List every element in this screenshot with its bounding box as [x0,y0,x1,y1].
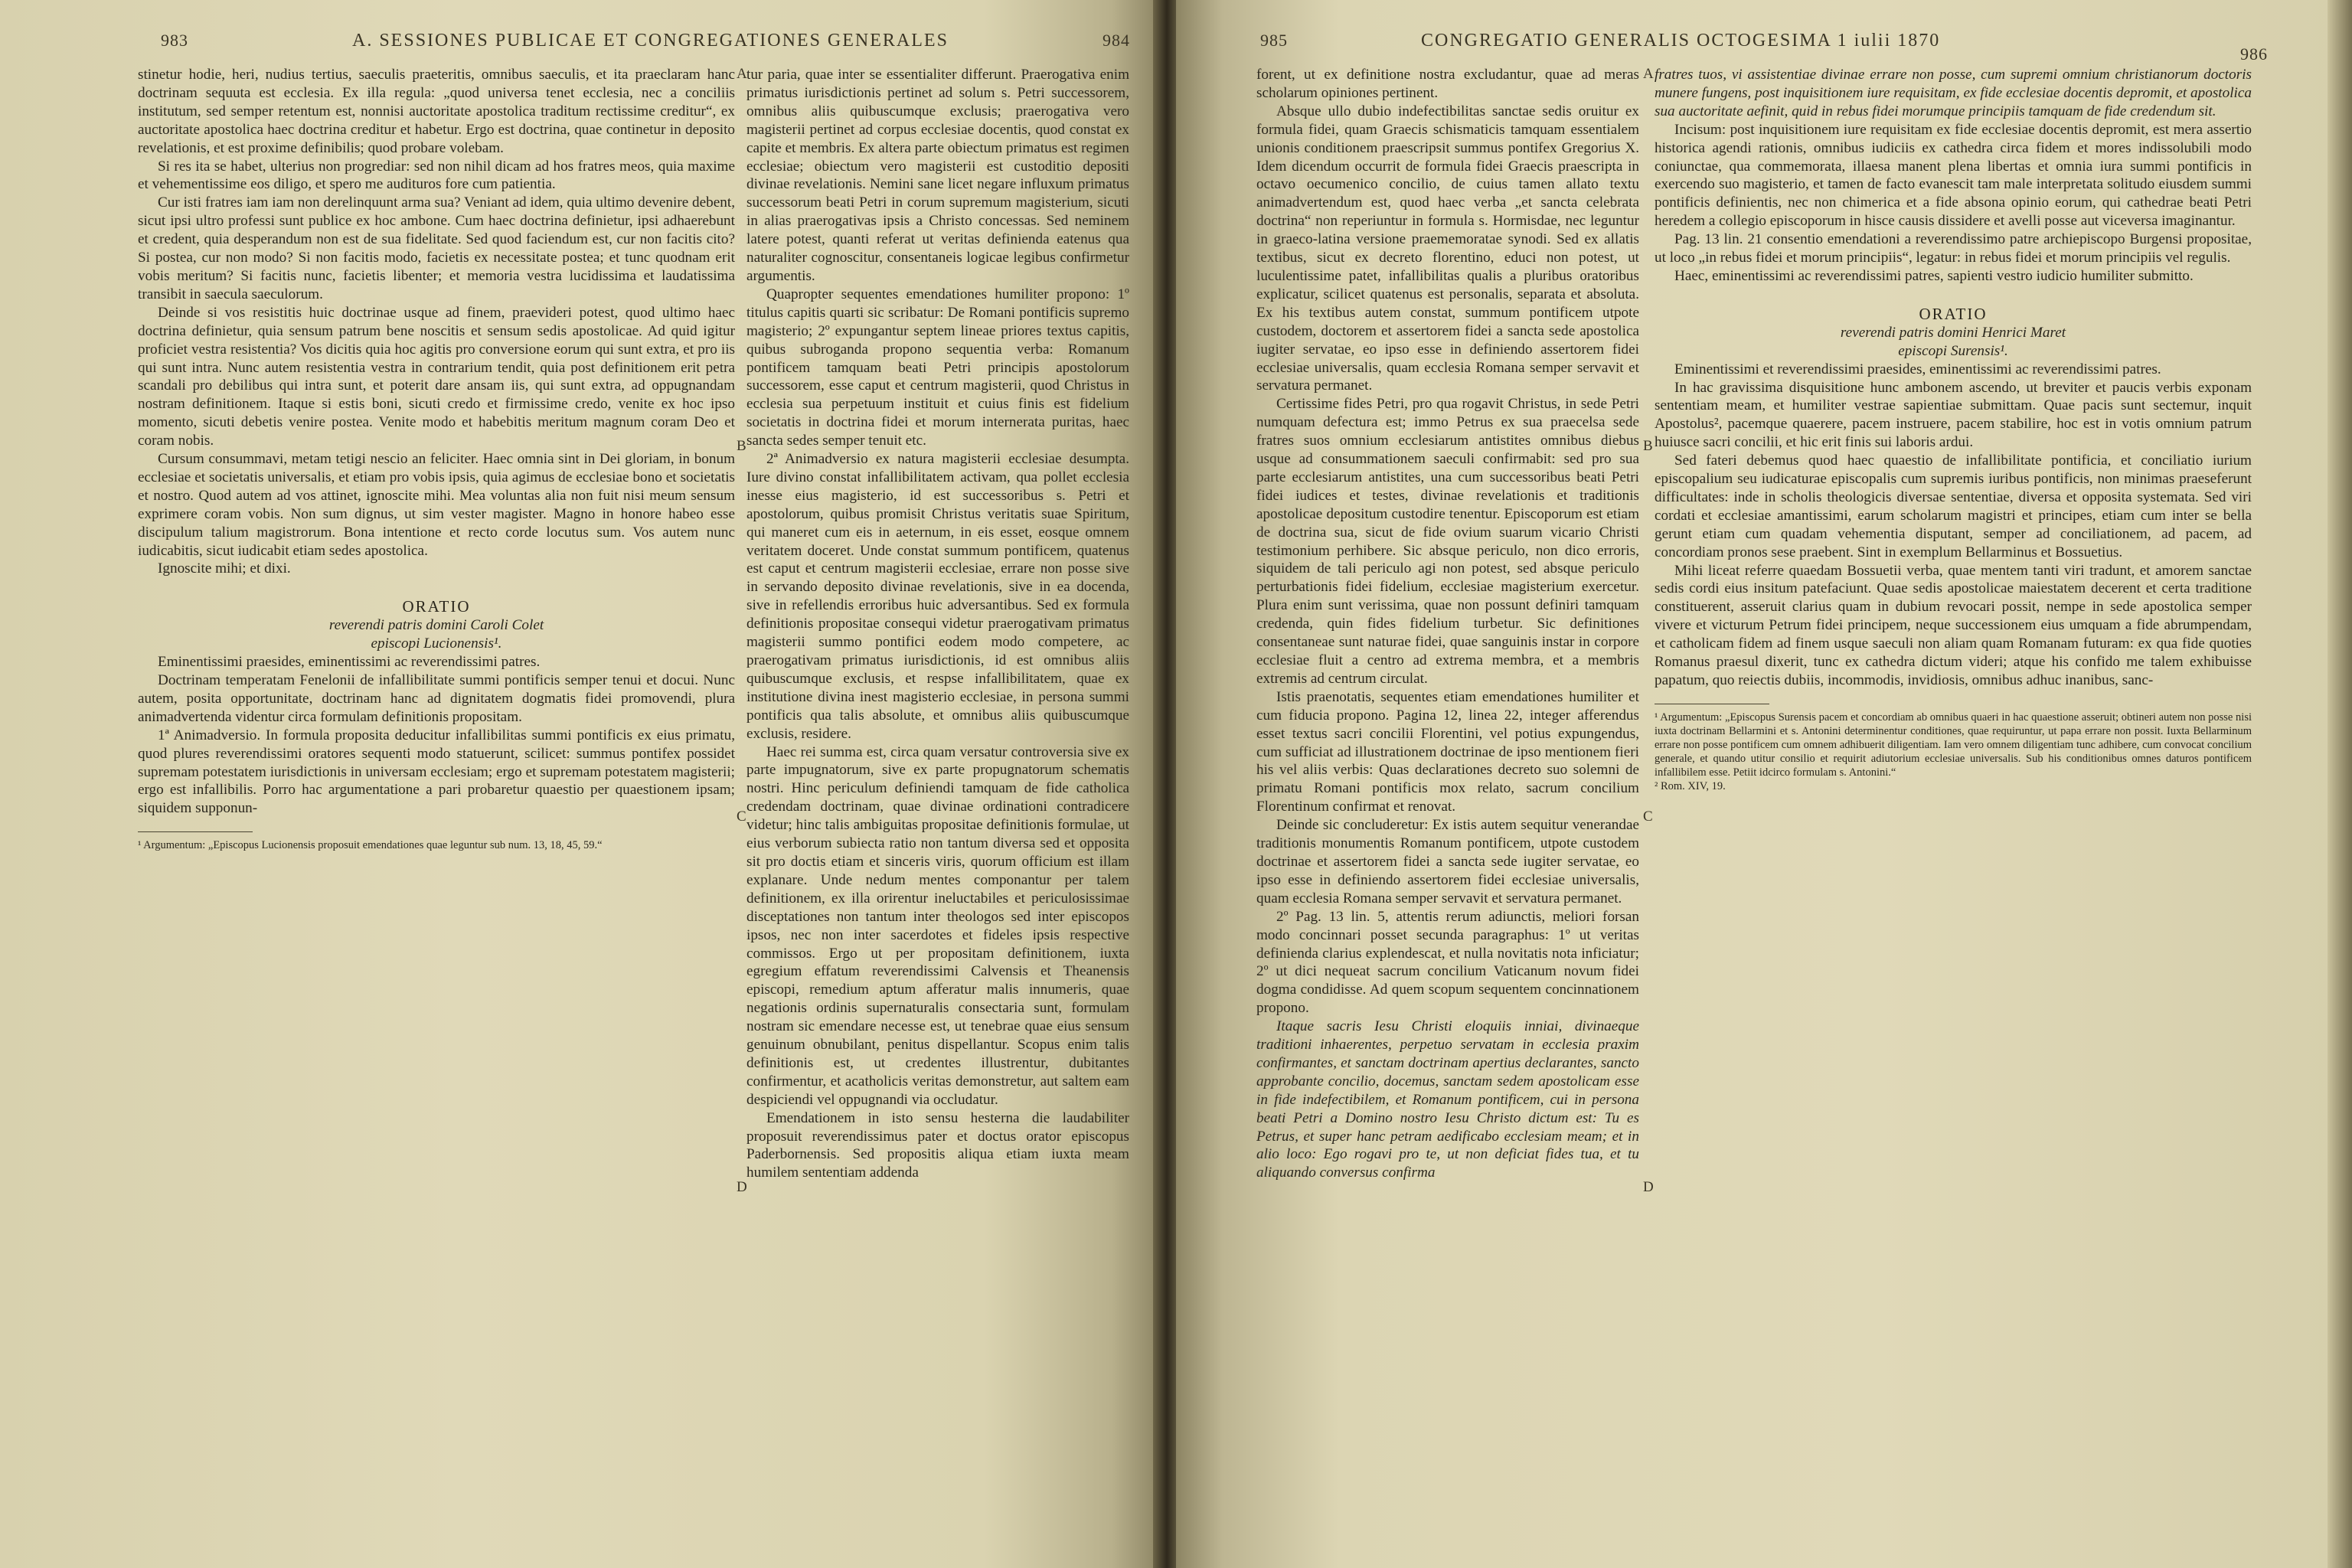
footnote: ² Rom. XIV, 19. [1655,779,1726,792]
paragraph: forent, ut ex definitione nostra excludantur, quae ad meras scholarum opiniones pertinent. [1256,67,1639,101]
section-subheading: reverendi patris domini Henrici Maret [1840,324,2066,341]
paragraph: Deinde sic concluderetur: Ex istis autem sequitur venerandae traditionis monumentis Romanum pontificem, utpote custodem doctrinae et assertorem fidei a sancta sede iugiter servatae, eo ipso esse in definiendo assertorem fidei ecclesiae universalis, quam ecclesia Romana semper servavit et servatura permanet. [1256,817,1639,906]
paragraph: Certissime fides Petri, pro qua rogavit Christus, in sede Petri numquam defectura est; immo Petrus ex sua praecelsa sede fratres suos omnium ecclesiarum antistites omnibus diebus usque ad consummationem saeculi confirmabit: sed pro sua parte ecclesiarum antistites, una cum successoribus beati Petri fidei iudices et testes, divinae revelationis et traditionis apostolicae depositum custodire tenentur. Episcoporum est etiam de doctrina sua, sicut de fide ovium suarum vicario Christi testimonium perhibere. Sic absque periculo, non dico erroris, siquidem de tali periculo agi non potest, sed absque periculo perturbationis fidei fidelium, ecclesiae magisterium exercetur. Plura enim sunt verissima, quae non possunt definiri tamquam credenda, quin fides fidelium turbetur. Sic definitiones consentaneae sunt naturae fidei, quae sanguinis instar in corpore ecclesiae fluit a centro ad extrema membra, et a membris extremis ad centrum circulat. [1256,396,1639,687]
section-heading: ORATIO [1919,304,1988,323]
footnote: ¹ Argumentum: „Episcopus Lucionensis proposuit emendationes quae leguntur sub num. 13, 18, 45, 59.“ [138,839,603,852]
text-column [1256,66,1639,1182]
text-column [1655,66,2252,793]
paragraph: Haec, eminentissimi ac reverendissimi patres, sapienti vestro iudicio humiliter submitto. [1674,267,2194,284]
running-title: A. SESSIONES PUBLICAE ET CONGREGATIONES GENERALES [352,31,949,51]
paragraph: Eminentissimi praesides, eminentissimi ac reverendissimi patres. [158,654,541,671]
section-subheading: episcopi Surensis¹. [1898,342,2008,359]
page-number: 986 [2240,44,2268,64]
margin-letter: C [737,808,746,825]
page-number: 984 [1102,31,1130,50]
paragraph: Si res ita se habet, ulterius non progrediar: sed non nihil dicam ad hos fratres meos, quia maxime et vehementissime eos diligo, et spero me audituros fore cum patientia. [138,158,735,193]
margin-letter: A [1643,66,1654,82]
margin-letter: B [1643,438,1653,454]
page-number: 985 [1260,31,1288,50]
paragraph: 1ª Animadversio. In formula proposita deducitur infallibilitas summi pontificis ex eius primatu, quod plures reverendissimi oratores sequenti modo statuerunt, scilicet: summus pontifex possidet supremam potestatem iurisdictionis in universam ecclesiam; ergo et supremam potestatem magisterii; ergo est infallibilis. Porro hac argumentatione a pari probaretur quaestio per quaestionem ipsam; siquidem supponun- [138,727,735,817]
paragraph: Emendationem in isto sensu hesterna die laudabiliter proposuit reverendissimus pater et doctus orator episcopus Paderbornensis. Sed propositis aliqua etiam iuxta meam humilem sententiam addenda [746,1109,1129,1181]
paragraph: Itaque sacris Iesu Christi eloquiis inniai, divinaeque traditioni inhaerentes, perpetuo servatam in ecclesia praxim confirmantes, et sanctam doctrinam apertius declarantes, sancto approbante concilio, docemus, sanctam sedem apostolicam esse in fide indefectibilem, et Romanum pontificem, cui in persona beati Petri a Domino nostro Iesu Christo dictum est: Tu es Petrus, et super hanc petram aedificabo ecclesiam meam; et in alio loco: Ego rogavi pro te, ut non deficiat fides tua, et tu aliquando conversus confirma [1256,1018,1639,1181]
margin-letter: D [737,1179,747,1195]
footnote: ¹ Argumentum: „Episcopus Surensis pacem et concordiam ab omnibus quaeri in hac quaestione asseruit; obtineri autem non posse nisi iuxta doctrinam Bellarmini et s. Antonini determinentur conditiones, quae requiruntur, ut papa errare non possit. Iuxta Bellarminum errare non posse pontificem cum omnem adhibuerit diligentiam. Iam vero omnem diligentiam tunc adhibere, cum convocat concilium generale, et quando utitur consilio et requirit adiutorium ecclesiae universalis. Sub his conditionibus omnes daturos pontificem infallibilem esse. Petiit idcirco formulam s. Antonini.“ [1655,710,2252,779]
paragraph: 2ª Animadversio ex natura magisterii ecclesiae desumpta. Iure divino constat infallibilitatem activam, qua pollet ecclesia inesse eius magisterio, id est successoribus s. Petri et apostolorum, quibus promisit Christus veritatis suae Spiritum, qui maneret cum eis in aeternum, in eis esset, eosque omnem veritatem doceret. Unde constat summum pontificem, quatenus est caput et centrum magisterii ecclesiae, errare non posse sive in servando deposito divinae revelationis, sive in ea docenda, sive in refellendis erroribus huic adversantibus. Sed ex formula definitionis propositae consequi videtur praerogativam primatus magisterii summo pontifici eodem modo competere, ac praerogativam primatus iurisdictionis, id est omnibus aliis quibuscumque exclusis, et respse infallibilitatem, quae ex institutione divina inest magisterio ecclesiae, in persona summi pontificis qua talis absolute, et omnibus aliis quibuscumque exclusis, residere. [746,451,1129,742]
left-page [0,0,1158,1568]
page-edge [2328,0,2352,1568]
paragraph: Incisum: post inquisitionem iure requisitam ex fide ecclesiae docentis depromit, est mera assertio historica agendi rationis, omnibus iudiciis ex cathedra circa fidem et mores indissolubili modo coniunctae, qua commemorata, illaesa manent plena libertas et omnia iura summi pontificis in exercendo suo magisterio, et tamen de facto evanescit tam male interpretata solitudo eiusdem summi pontificis definientis, nec non chimerica et a fide absona opinio eorum, qui cathedrae beati Petri heredem a collegio episcoporum in hisce causis dissidere et avelli posse aut viceversa imaginantur. [1655,121,2252,230]
paragraph: Cur isti fratres iam iam non derelinquunt arma sua? Veniant ad idem, quia ultimo devenire debent, sicut ipsi ultro professi sunt publice ex hoc ambone. Cum haec doctrina definietur, ipsi adhaerebunt et credent, quia desperandum non est de sua fidelitate. Sed quod faciendum est, cur non facitis cito? Si postea, cur non modo? Si non facitis modo, facietis ex necessitate postea; et tunc quodnam erit vobis meritum? Si facitis nunc, facietis libenter; et memoria vestra lucidissima et laudatissima transibit in saecula saeculorum. [138,194,735,302]
paragraph: Doctrinam temperatam Fenelonii de infallibilitate summi pontificis semper tenui et docui. Nunc autem, posita opportunitate, doctrinam hanc ad dignitatem dogmatis fidei promovendi, plura animadvertenda videntur circa formulam definitionis propositam. [138,672,735,725]
margin-letter: C [1643,808,1653,825]
right-page [1176,0,2340,1568]
paragraph: Absque ullo dubio indefectibilitas sanctae sedis oruitur ex formula fidei, quam Graecis schismaticis tamquam essentialem unionis conditionem praescripsit summus pontifex Gregorius X. Idem dicendum occurrit de formula fidei Graecis praescripta in octavo oecumenico concilio, de cuius tamen allato textu animadvertendum est, quod haec verba „et sancta celebrata doctrina“ non reperiuntur in formula s. Hormisdae, nec leguntur in graeco-latina versione praememoratae synodi. Sed ex allatis textibus, sicut ex decreto florentino, educi non potest, ut luculentissime patet, infallibilitas qualis a pluribus oratoribus explicatur, scilicet quatenus est personalis, separata et absoluta. Ex his textibus autem constat, summum pontificem utpote custodem, doctorem et assertorem fidei a sancta sede apostolica iugiter servatae, eo ipso esse in definiendo assertorem fidei ecclesiae universalis, quam ecclesia Romana semper servavit et servatura permanet. [1256,103,1639,394]
paragraph: Sed fateri debemus quod haec quaestio de infallibilitate pontificia, et conciliatio iurium episcopalium seu iudicaturae episcopalis cum supremis iuribus pontificis, non minimas praeseferunt difficultates: inde in scholis theologicis diversae sententiae, diversa et opposita systemata. Sed viri cordati et ecclesiae amantissimi, earum scholarum magistri et principes, etiam cum inter se bella gerunt etiam cum quadam vehementia disputant, semper ad conciliationem, ad pacem, ad concordiam pronos sese praebent. Sint in exemplum Bellarminus et Bossuetius. [1655,452,2252,560]
section-subheading: reverendi patris domini Caroli Colet [328,617,544,634]
paragraph: Mihi liceat referre quaedam Bossuetii verba, quae mentem tanti viri tradunt, et amorem sanctae sedis cordi eius insitum patefaciunt. Quae sedis apostolicae maiestatem decerent et certa traditione constituerent, asseruit clarius quam in dubium revocari possit, nempe in sede apostolica semper vivere et victurum Petrum fidei principem, neque successionem eius umquam a fide abrumpendam, et catholicam fidem ad finem usque saeculi non aliam quam Romanam futuram: ex qua fide quoties Romanus praesul dixerit, tunc ex cathedra dictum videri; atque his confido me talem exhibuisse papatum, quo reiectis dubiis, incommodis, invidiosis, omnibus adhuc inanibus, sanc- [1655,562,2252,688]
paragraph: Ignoscite mihi; et dixi. [158,560,291,577]
paragraph: Istis praenotatis, sequentes etiam emendationes humiliter et cum fiducia propono. Pagina 12, linea 22, integer afferendus esset textus sacri concilii Florentini, vel potius expungendus, cum sufficiat ad illustrationem doctrinae de ipso mentionem fieri his vel aliis verbis: Quas declarationes decreto suo solemni de primatu Romani pontificis mox relato, sacrum concilium Florentinum confirmat et renovat. [1256,688,1639,815]
paragraph: Deinde si vos resistitis huic doctrinae usque ad finem, praevideri potest, quod ultimo haec doctrina definietur, quia sensum patrum bene noscitis et sensum sedis apostolicae. Ad quid igitur proficiet vestra resistentia? Vos dicitis quia hoc agitis pro conversione eorum qui sunt extra, et pro iis qui sunt intra. Nunc autem resistentia vestra in contrarium tendit, quia post definitionem erit petra scandali pro debilibus qui intra sunt, et poterit dare ansam iis, qui sunt extra, ad oppugnandam nostram definitionem. Itaque si estis boni, sicuti credo et firmissime credo, venite ex hoc ipso momento, sicuti debetis venire postea. Venite modo et habebitis meritum magnum coram Deo et coram nobis. [138,304,735,449]
page-number: 983 [161,31,188,50]
text-column [138,66,735,852]
section-heading: ORATIO [402,597,471,616]
paragraph: Cursum consummavi, metam tetigi nescio an feliciter. Haec omnia sint in Dei gloriam, in bonum ecclesiae et societatis universalis, et etiam pro vobis ipsis, quia agimus de ecclesiae bono et societatis et nostro. Quod autem ad vos attinet, ignoscite mihi. Mea voluntas alia non fuit nisi meum sensum exprimere coram vobis. Non sum dignus, ut sim vester magister. Magno in honore habeo esse discipulum talium magistrorum. Bona intentione et recto corde locutus sum. Vos autem nunc iudicabitis, sicut iudicabit etiam sedes apostolica. [138,451,735,559]
paragraph: Pag. 13 lin. 21 consentio emendationi a reverendissimo patre archiepiscopo Burgensi propositae, ut loco „in rebus fidei et morum principiis“, legatur: in rebus fidei et morum principiis vel regulis. [1655,231,2252,266]
section-subheading: episcopi Lucionensis¹. [371,635,502,652]
footnote-rule [138,831,253,832]
paragraph: tur paria, quae inter se essentialiter differunt. Praerogativa enim primatus iurisdictionis pertinet ad solum s. Petri successorem, omnibus aliis quibuscumque exclusis; praerogativa vero magisterii pertinet ad corpus ecclesiae docentis, quod constat ex capite et membris. Ex altera parte obiectum primatus est regimen ecclesiae; obiectum vero magisterii est custoditio depositi divinae revelationis. Nemini sane licet negare influxum primatus successorum beati Petri in corum supremum magisterium, sicuti in alias praerogativas ipsis a Christo concessas. Sed neminem latere potest, quanti referat ut veritas definienda eatenus qua naturaliter cognoscitur, consentaneis logicae legibus confirmetur argumentis. [746,67,1129,284]
text-column [746,66,1129,1182]
margin-letter: B [737,438,746,454]
margin-letter: D [1643,1179,1654,1195]
paragraph: Eminentissimi et reverendissimi praesides, eminentissimi ac reverendissimi patres. [1674,361,2161,377]
margin-letter: A [737,66,747,82]
running-title: CONGREGATIO GENERALIS OCTOGESIMA 1 iulii 1870 [1421,31,1941,51]
paragraph: stinetur hodie, heri, nudius tertius, saeculis praeteritis, omnibus saeculis, et ita praeclaram hanc doctrinam sequuta est ecclesia. Ex illa regula: „quod universa tenet ecclesia, nec a conciliis institutum, sed semper retentum est, nonnisi auctoritate apostolica traditum rectissime creditur“, ex auctoritate apostolica haec doctrina creditur et habetur. Ergo est doctrina, quae continetur in deposito revelationis, et est proxime definibilis; quod probare volebam. [138,67,735,156]
paragraph: Haec rei summa est, circa quam versatur controversia sive ex parte impugnatorum, sive ex parte propugnatorum schematis nostri. Hinc periculum definiendi tamquam de fide catholica credendam doctrinam, quae divinae ordinationi contradicere videtur; hinc talis ambiguitas propositae definitionis formulae, ut eius verborum subiecta ratio non tantum diversa sed et opposita sit pro doctis etiam et sinceris viris, quorum officium est illam explanare. Unde nedum mentes componantur per talem definitionem, ex illa orirentur ineluctabiles et periculosissimae disceptationes non tantum inter theologos sed inter episcopos ipsos, nec non inter sacerdotes et fideles ipsis respective commissos. Ergo ut per propositam definitionem, iuxta egregium effatum reverendissimi Calvensis et Theanensis episcopi, remedium aptum afferatur malis innumeris, quae negationis ordinis supernaturalis consectaria sunt, formulam nostram sic emendare necesse est, ut tenebrae quae eius sensum genuinum obnubilant, penitus dispellantur. Scopus enim talis definitionis est, ut credentes illustrentur, dubitantes confirmentur, et acatholicis veritas demonstretur, aut saltem eam despiciendi vel oppugnandi via occludatur. [746,743,1129,1108]
paragraph: In hac gravissima disquisitione hunc ambonem ascendo, ut breviter et paucis verbis exponam sententiam meam, et humiliter vestrae sapientiae submittam. Quae pacis sunt sectemur, inquit Apostolus², pacemque quaerere, pacem instruere, pacem stabilire, hoc est in votis omnium patrum huiusce sacri concilii, et hic erit finis sui laboris ardui. [1655,379,2252,451]
paragraph: Quapropter sequentes emendationes humiliter propono: 1º titulus capitis quarti sic scribatur: De Romani pontificis supremo magisterio; 2º expungantur septem lineae priores textus capitis, quibus subroganda propono sequentia verba: Romanum pontificem tamquam beati Petri principis apostolorum successorem, esse caput et centrum magisterii, quod Christus in ecclesia sua perpetuum instituit et cuius finis est fidelium societatis in doctrina fidei et morum internerata puritas, haec sancta sedes semper tenuit etc. [746,286,1129,449]
paragraph: 2º Pag. 13 lin. 5, attentis rerum adiunctis, meliori forsan modo concinnari posset secunda paragraphus: 1º ut veritas definienda clarius explendescat, et nulla novitatis nota inficiatur; 2º ut dici nequeat sacrum concilium Vaticanum novum fidei dogma condidisse. Ad quem scopum sequentem concinnationem propono. [1256,908,1639,1017]
paragraph: fratres tuos, vi assistentiae divinae errare non posse, cum supremi omnium christianorum doctoris munere fungens, post inquisitionem iure requisitam, ex fide ecclesiae docentis depromit, et apostolica sua auctoritate aefinit, quid in rebus fidei morumque principiis tamquam de fide credendum sit. [1655,67,2252,119]
